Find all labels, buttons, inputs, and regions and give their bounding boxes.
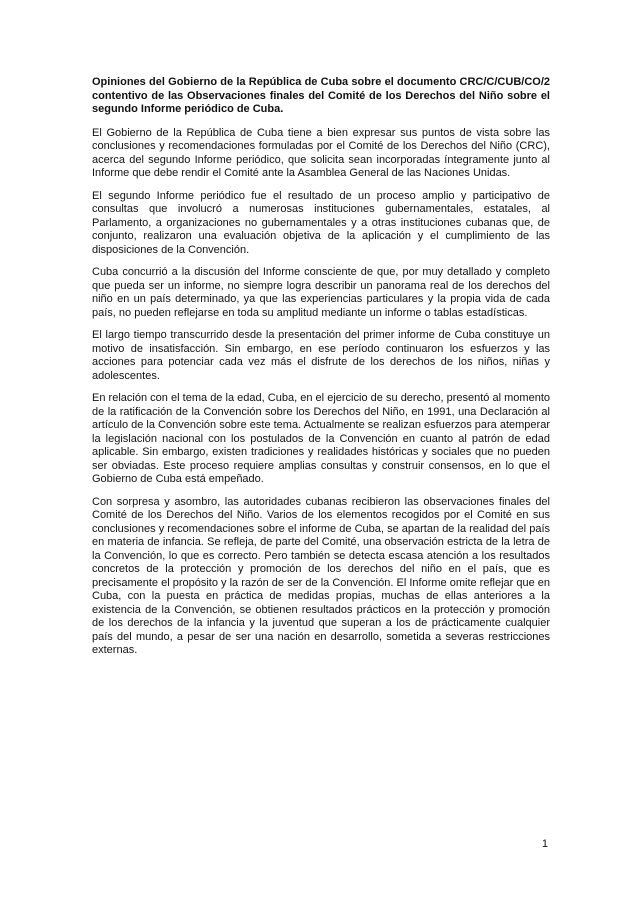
paragraph: Cuba concurrió a la discusión del Informe consciente de que, por muy detallado y completo que pueda ser un informe, no siempre logra describir un panorama real de los derechos del niño en un país determinado, ya que las experiencias particulares y la propia vida de cada país, no pueden reflejarse en toda su amplitud mediante un informe o tablas estadísticas. bbox=[92, 266, 550, 319]
document-body bbox=[92, 76, 550, 658]
paragraph: El Gobierno de la República de Cuba tiene a bien expresar sus puntos de vista sobre las conclusiones y recomendaciones formuladas por el Comité de los Derechos del Niño (CRC), acerca del segundo Informe periódico, que solicita sean incorporadas íntegramente junto al Informe que debe rendir el Comité ante la Asamblea General de las Naciones Unidas. bbox=[92, 126, 550, 179]
page-number: 1 bbox=[541, 838, 548, 850]
document-title: Opiniones del Gobierno de la República de Cuba sobre el documento CRC/C/CUB/CO/2 contentivo de las Observaciones finales del Comité de los Derechos del Niño sobre el segundo Informe periódico de Cuba. bbox=[92, 76, 550, 115]
paragraph: El largo tiempo transcurrido desde la presentación del primer informe de Cuba constituye un motivo de insatisfacción. Sin embargo, en ese período continuaron los esfuerzos y las acciones para potenciar cada vez más el disfrute de los derechos de los niños, niñas y adolescentes. bbox=[92, 329, 550, 382]
paragraph: En relación con el tema de la edad, Cuba, en el ejercicio de su derecho, presentó al momento de la ratificación de la Convención sobre los Derechos del Niño, en 1991, una Declaración al artículo de la Convención sobre este tema. Actualmente se realizan esfuerzos para atemperar la legislación nacional con los postulados de la Convención en cuanto al patrón de edad aplicable. Sin embargo, existen tradiciones y realidades históricas y sociales que no pueden ser obviadas. Este proceso requiere amplias consultas y construir consensos, en lo que el Gobierno de Cuba está empeñado. bbox=[92, 392, 550, 485]
paragraph: Con sorpresa y asombro, las autoridades cubanas recibieron las observaciones finales del Comité de los Derechos del Niño. Varios de los elementos recogidos por el Comité en sus conclusiones y recomendaciones sobre el informe de Cuba, se apartan de la realidad del país en materia de infancia. Se refleja, de parte del Comité, una observación estricta de la letra de la Convención, lo que es correcto. Pero también se detecta escasa atención a los resultados concretos de la protección y promoción de los derechos del niño en el país, que es precisamente el propósito y la razón de ser de la Convención. El Informe omite reflejar que en Cuba, con la puesta en práctica de medidas propias, muchas de ellas anteriores a la existencia de la Convención, se obtienen resultados prácticos en la protección y promoción de los derechos de la infancia y la juventud que superan a los de prácticamente cualquier país del mundo, a pesar de ser una nación en desarrollo, sometida a severas restricciones externas. bbox=[92, 495, 550, 656]
paragraph: El segundo Informe periódico fue el resultado de un proceso amplio y participativo de consultas que involucró a numerosas instituciones gubernamentales, estatales, al Parlamento, a organizaciones no gubernamentales y a otras instituciones cubanas que, de conjunto, realizaron una evaluación objetiva de la aplicación y el cumplimiento de las disposiciones de la Convención. bbox=[92, 189, 550, 256]
